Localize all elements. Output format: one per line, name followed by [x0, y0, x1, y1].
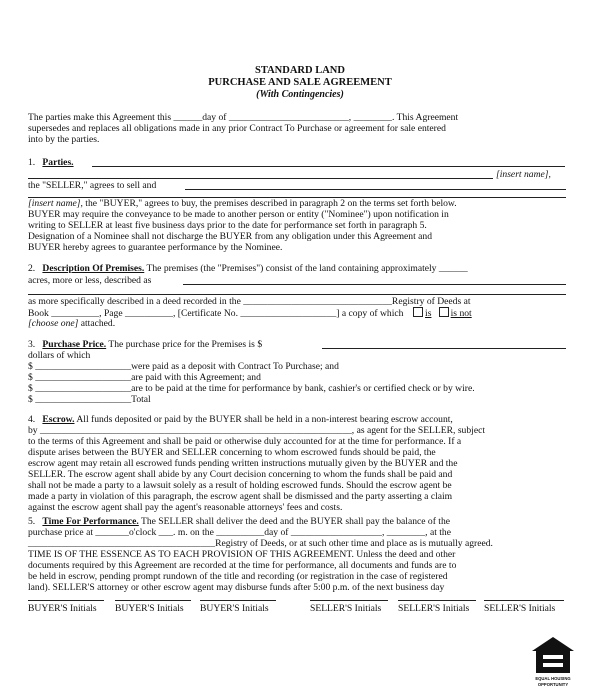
parties-line-3: [insert name], the "BUYER," agrees to buy, the premises described in paragraph 2 on the terms set forth below.	[28, 198, 457, 209]
doc-title-line2: PURCHASE AND SALE AGREEMENT	[208, 77, 392, 88]
escrow-line-4: dispute arises between the BUYER and SELLER concerning to whom escrowed funds should be paid, the	[28, 447, 436, 458]
seller-initials-blank-1[interactable]	[310, 600, 388, 601]
parties-line-5: writing to SELLER at least five business days prior to the date for performance set forth in paragraph 5.	[28, 220, 427, 231]
escrow-line-3: to the terms of this Agreement and shall be paid or otherwise duly accounted for at the time for performance. If a	[28, 436, 462, 447]
buyer-initials-label-3: BUYER'S Initials	[200, 603, 269, 614]
buyer-initials-label-2: BUYER'S Initials	[115, 603, 184, 614]
seller-initials-label-2: SELLER'S Initials	[398, 603, 470, 614]
price-row-agreement: $ ____________________are paid with this Agreement; and	[28, 372, 261, 383]
parties-name-blank-1[interactable]	[92, 166, 565, 167]
performance-line-6: be held in escrow, pending prompt rundown of the title and recording (or registration in the case of registered	[28, 571, 448, 582]
doc-subtitle: (With Contingencies)	[256, 89, 344, 100]
buyer-initials-label-1: BUYER'S Initials	[28, 603, 97, 614]
buyer-initials-blank-3[interactable]	[200, 600, 276, 601]
seller-line-label: the "SELLER," agrees to sell and	[28, 180, 157, 191]
escrow-line-9: against the escrow agent shall pay the agent's reasonable attorneys' fees and costs.	[28, 502, 343, 513]
parties-line-6: Designation of a Nominee shall not discharge the BUYER from any obligation under this Agreement and	[28, 231, 433, 242]
escrow-line-6: SELLER. The escrow agent shall abide by any Court decision concerning to whom the funds shall be paid and	[28, 469, 453, 480]
doc-title-line1: STANDARD LAND	[255, 65, 345, 76]
seller-initials-blank-3[interactable]	[484, 600, 564, 601]
is-checkbox[interactable]	[413, 307, 423, 317]
section-4-line-1: 4. Escrow. All funds deposited or paid by the BUYER shall be held in a non-interest bearing escrow account,	[28, 414, 453, 425]
buyer-name-blank-1[interactable]	[185, 189, 566, 190]
svg-text:EQUAL HOUSING: EQUAL HOUSING	[535, 676, 571, 681]
svg-text:OPPORTUNITY: OPPORTUNITY	[537, 682, 569, 687]
price-row-total: $ ____________________Total	[28, 394, 151, 405]
parties-line-4: BUYER may require the conveyance to be made to another person or entity ("Nominee") upon notification in	[28, 209, 449, 220]
intro-line-3: into by the parties.	[28, 134, 100, 145]
performance-line-2: purchase price at _______o'clock ___. m. on the __________day of ___________________, ________, at the	[28, 527, 451, 538]
seller-initials-label-1: SELLER'S Initials	[310, 603, 382, 614]
escrow-line-7: shall not be made a party to a lawsuit solely as a result of holding escrowed funds. Should the escrow agent be	[28, 480, 452, 491]
intro-line-2: supersedes and replaces all obligations made in any prior Contract To Purchase or agreement for sale entered	[28, 123, 446, 134]
parties-line-7: BUYER hereby agrees to guarantee performance by the Nominee.	[28, 242, 283, 253]
purchase-price-blank[interactable]	[322, 348, 566, 349]
section-3-line-1: 3. Purchase Price. The purchase price for the Premises is $	[28, 339, 263, 350]
premises-description-blank-2[interactable]	[28, 294, 566, 295]
section-5-line-1: 5. Time For Performance. The SELLER shall deliver the deed and the BUYER shall pay the balance of the	[28, 516, 451, 527]
escrow-line-8: made a party in violation of this paragraph, the escrow agent shall be dismissed and the party asserting a claim	[28, 491, 453, 502]
performance-line-4: TIME IS OF THE ESSENCE AS TO EACH PROVISION OF THIS AGREEMENT. Unless the deed and other	[28, 549, 456, 560]
insert-name-note-1: [insert name],	[496, 169, 551, 180]
performance-line-5: documents required by this Agreement are recorded at the time for performance, all documents and funds are to	[28, 560, 457, 571]
premises-acres-label: acres, more or less, described as	[28, 275, 152, 286]
premises-book-line: Book __________, Page __________, [Certificate No. ____________________] a copy of which is is not	[28, 308, 472, 319]
section-1-heading: 1. Parties.	[28, 157, 74, 168]
seller-initials-label-3: SELLER'S Initials	[484, 603, 556, 614]
premises-description-blank-1[interactable]	[183, 284, 566, 285]
equal-housing-icon	[528, 635, 578, 689]
buyer-initials-blank-1[interactable]	[28, 600, 104, 601]
premises-deed-line: as more specifically described in a deed recorded in the _______________________________Registry of Deeds at	[28, 296, 471, 307]
performance-line-7: land). SELLER'S attorney or other escrow agent may disburse funds after 5:00 p.m. of the next business day	[28, 582, 445, 593]
price-row-deposit: $ ____________________were paid as a deposit with Contract To Purchase; and	[28, 361, 339, 372]
seller-initials-blank-2[interactable]	[398, 600, 476, 601]
section-2-line-1: 2. Description Of Premises. The premises (the "Premises") consist of the land containing approximately ______	[28, 263, 468, 274]
buyer-initials-blank-2[interactable]	[115, 600, 191, 601]
premises-attached-line: [choose one] attached.	[28, 318, 116, 329]
escrow-line-5: escrow agent may retain all escrowed funds pending written instructions mutually given by the BUYER and the	[28, 458, 458, 469]
price-dollars-label: dollars of which	[28, 350, 91, 361]
performance-line-3: _______________________________________Registry of Deeds, or at such other time and place as is mutually agreed.	[28, 538, 493, 549]
escrow-line-2: by _________________________________________________________________, as agent for the SELLER, subject	[28, 425, 486, 436]
is-not-checkbox[interactable]	[439, 307, 449, 317]
price-row-performance: $ ____________________are to be paid at the time for performance by bank, cashier's or certified check or by wire.	[28, 383, 475, 394]
parties-name-blank-2[interactable]	[28, 178, 493, 179]
intro-line-1: The parties make this Agreement this ______day of _________________________, ________. This Agreement	[28, 112, 459, 123]
